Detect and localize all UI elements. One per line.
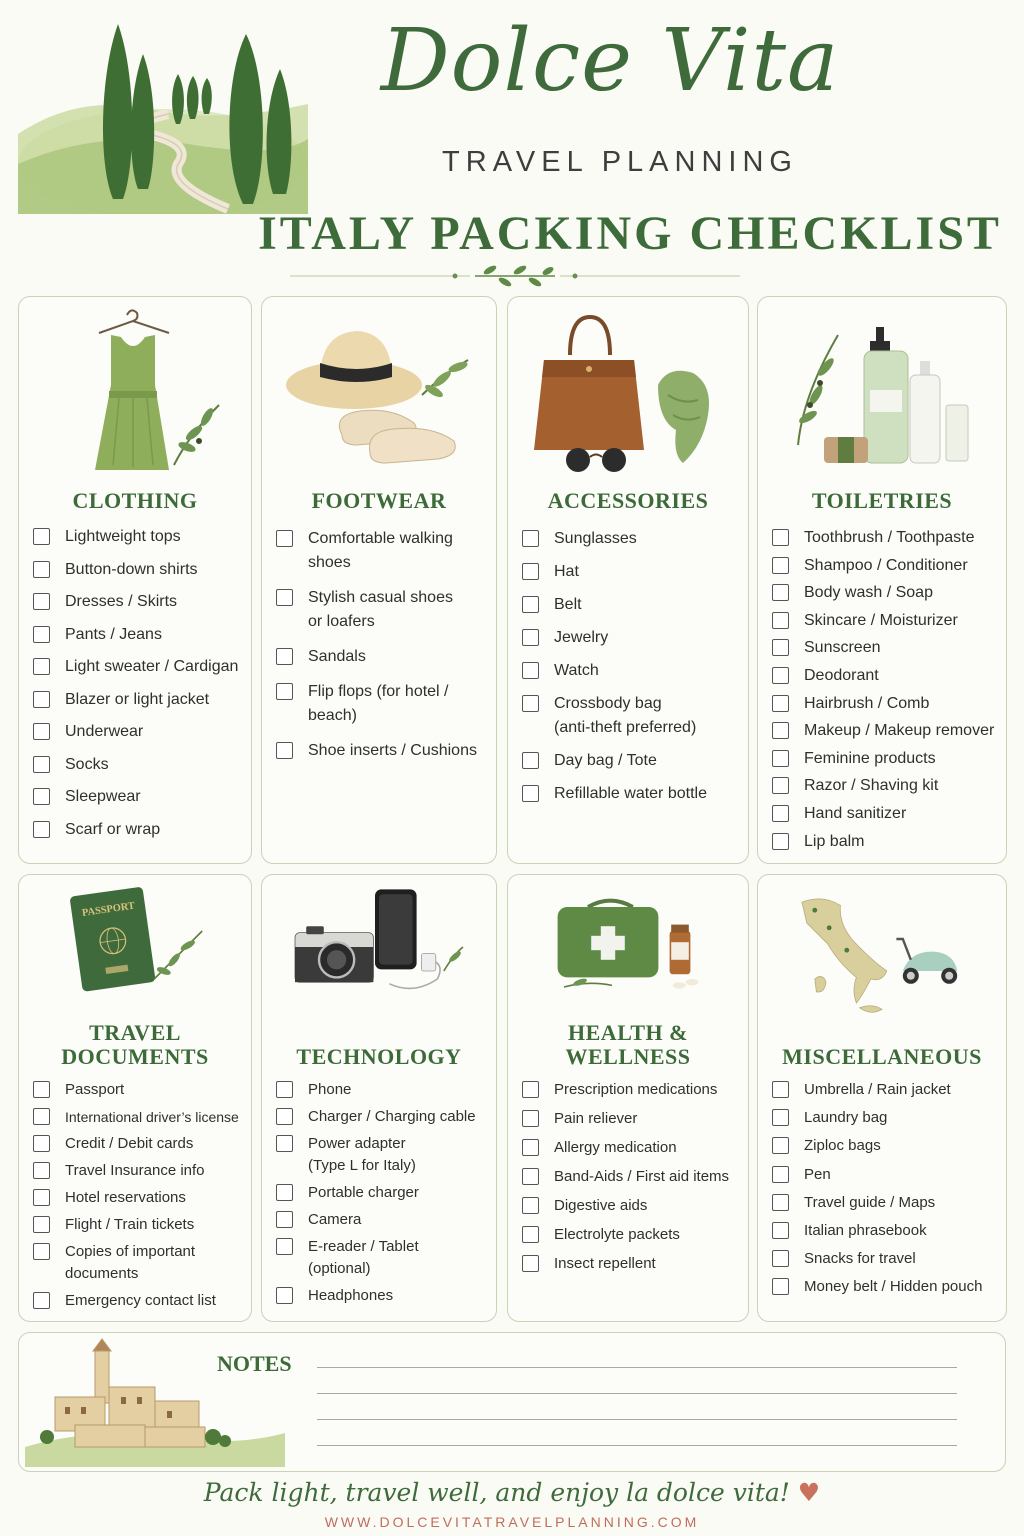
checkbox[interactable] [772,722,789,739]
notes-card [18,1332,1006,1472]
list-item[interactable]: Skincare / Moisturizer [772,609,1000,633]
checkbox[interactable] [772,1109,789,1126]
list-item[interactable]: Band-Aids / First aid items [522,1166,742,1188]
checkbox[interactable] [276,1135,293,1152]
footer-tagline: Pack light, travel well, and enjoy la dolce vita! ♥ [203,1478,821,1507]
checkbox[interactable] [276,683,293,700]
toiletries-card [757,296,1007,864]
list-item[interactable]: Travel Insurance info [33,1160,245,1182]
checkbox[interactable] [522,1197,539,1214]
technology-title: TECHNOLOGY [296,1044,462,1069]
toiletries-list [772,526,1000,854]
checkbox[interactable] [522,629,539,646]
checkbox[interactable] [33,528,50,545]
checkbox[interactable] [276,1238,293,1255]
list-item[interactable]: Makeup / Makeup remover [772,719,1000,743]
list-item[interactable]: Power adapter (Type L for Italy) [276,1133,490,1177]
list-item[interactable]: Electrolyte packets [522,1224,742,1246]
list-item[interactable]: Copies of important documents [33,1241,245,1285]
checkbox[interactable] [522,662,539,679]
checkbox[interactable] [772,1278,789,1295]
list-item[interactable]: Jewelry [522,626,742,650]
checkbox[interactable] [33,1162,50,1179]
health-list [522,1079,742,1275]
checkbox[interactable] [772,833,789,850]
checkbox[interactable] [33,658,50,675]
checkbox[interactable] [522,1226,539,1243]
checkbox[interactable] [276,1081,293,1098]
checkbox[interactable] [33,1189,50,1206]
checkbox[interactable] [772,695,789,712]
footwear-title: FOOTWEAR [311,488,447,513]
list-item[interactable]: Pants / Jeans [33,623,245,647]
hat-and-loafers-icon [262,305,496,480]
checkbox[interactable] [522,1168,539,1185]
list-item[interactable]: Comfortable walking shoes [276,527,490,575]
checkbox[interactable] [772,612,789,629]
checkbox[interactable] [33,593,50,610]
checkbox[interactable] [772,805,789,822]
checkbox[interactable] [276,742,293,759]
list-item[interactable]: Socks [33,753,245,777]
travel-documents-list [33,1079,245,1312]
list-item[interactable]: Charger / Charging cable [276,1106,490,1128]
list-item[interactable]: Body wash / Soap [772,581,1000,605]
checkbox[interactable] [772,777,789,794]
checkbox[interactable] [33,626,50,643]
checkbox[interactable] [772,750,789,767]
list-item[interactable]: Refillable water bottle [522,782,742,806]
list-item[interactable]: Toothbrush / Toothpaste [772,526,1000,550]
miscellaneous-list [772,1079,1000,1298]
first-aid-kit-icon [508,883,748,1023]
notes-line[interactable] [317,1419,957,1420]
list-item[interactable]: Shampoo / Conditioner [772,554,1000,578]
passport-icon [19,883,251,1023]
checkbox[interactable] [33,561,50,578]
list-item[interactable]: Headphones [276,1285,490,1307]
checkbox[interactable] [772,1137,789,1154]
list-item[interactable]: Hairbrush / Comb [772,692,1000,716]
health-title: HEALTH & WELLNESS [565,1020,691,1069]
checkbox[interactable] [33,821,50,838]
checkbox[interactable] [33,1135,50,1152]
list-item[interactable]: Button-down shirts [33,558,245,582]
clothing-title: CLOTHING [72,488,198,513]
accessories-card [507,296,749,864]
checkbox[interactable] [33,723,50,740]
list-item[interactable]: Underwear [33,720,245,744]
notes-line[interactable] [317,1393,957,1394]
checkbox[interactable] [772,557,789,574]
dress-icon [19,305,251,480]
list-item[interactable]: Pen [772,1164,1000,1186]
checkbox[interactable] [33,756,50,773]
list-item[interactable]: Belt [522,593,742,617]
list-item[interactable]: Flight / Train tickets [33,1214,245,1236]
list-item[interactable]: Laundry bag [772,1107,1000,1129]
checkbox[interactable] [522,563,539,580]
list-item[interactable]: Shoe inserts / Cushions [276,739,490,763]
list-item[interactable]: Money belt / Hidden pouch [772,1276,1000,1298]
list-item[interactable]: Passport [33,1079,245,1101]
list-item[interactable]: Feminine products [772,747,1000,771]
list-item[interactable]: Phone [276,1079,490,1101]
technology-list [276,1079,490,1307]
list-item[interactable]: Insect repellent [522,1253,742,1275]
list-item[interactable]: Sunglasses [522,527,742,551]
checkbox[interactable] [522,785,539,802]
notes-line[interactable] [317,1445,957,1446]
checkbox[interactable] [33,1216,50,1233]
page-title: ITALY PACKING CHECKLIST [258,207,1002,260]
list-item[interactable]: Ziploc bags [772,1135,1000,1157]
list-item[interactable]: Sunscreen [772,636,1000,660]
list-item[interactable]: Crossbody bag (anti-theft preferred) [522,692,742,740]
list-item[interactable]: Hat [522,560,742,584]
list-item[interactable]: Deodorant [772,664,1000,688]
checkbox[interactable] [522,1255,539,1272]
checkbox[interactable] [33,1108,50,1125]
checkbox[interactable] [276,648,293,665]
checkbox[interactable] [276,1184,293,1201]
travel-documents-title: TRAVEL DOCUMENTS [61,1020,209,1069]
list-item[interactable]: Dresses / Skirts [33,590,245,614]
checkbox[interactable] [522,596,539,613]
list-item[interactable]: Watch [522,659,742,683]
camera-and-phone-icon [262,883,496,1023]
list-item[interactable]: Camera [276,1209,490,1231]
list-item[interactable]: Hand sanitizer [772,802,1000,826]
handbag-icon [508,305,748,480]
checkbox[interactable] [276,530,293,547]
checkbox[interactable] [772,529,789,546]
italy-map-scooter-icon [758,883,1006,1023]
checkbox[interactable] [772,584,789,601]
checkbox[interactable] [522,1081,539,1098]
list-item[interactable]: Sandals [276,645,490,669]
list-item[interactable]: Allergy medication [522,1137,742,1159]
list-item[interactable]: International driver’s license [33,1106,245,1128]
list-item[interactable]: Digestive aids [522,1195,742,1217]
header [0,0,1024,290]
checkbox[interactable] [772,1166,789,1183]
checkbox[interactable] [276,1108,293,1125]
checkbox[interactable] [522,530,539,547]
passport-label: PASSPORT [81,900,136,919]
clothing-list [33,525,245,842]
brand-subtitle: TRAVEL PLANNING [442,146,798,178]
toiletry-bottles-icon [758,305,1006,480]
list-item[interactable]: Light sweater / Cardigan [33,655,245,679]
checkbox[interactable] [522,1139,539,1156]
travel-documents-card [18,874,252,1322]
list-item[interactable]: Lightweight tops [33,525,245,549]
technology-card [261,874,497,1322]
list-item[interactable]: Day bag / Tote [522,749,742,773]
checkbox[interactable] [33,788,50,805]
checkbox[interactable] [522,1110,539,1127]
checkbox[interactable] [276,1287,293,1304]
footer-url[interactable]: WWW.DOLCEVITATRAVELPLANNING.COM [324,1514,700,1530]
list-item[interactable]: Hotel reservations [33,1187,245,1209]
list-item[interactable]: Italian phrasebook [772,1220,1000,1242]
list-item[interactable]: Travel guide / Maps [772,1192,1000,1214]
checkbox[interactable] [772,1250,789,1267]
checkbox[interactable] [33,1081,50,1098]
checkbox[interactable] [522,695,539,712]
clothing-card [18,296,252,864]
checkbox[interactable] [33,691,50,708]
checkbox[interactable] [33,1243,50,1260]
accessories-title: ACCESSORIES [547,488,709,513]
list-item[interactable]: Prescription medications [522,1079,742,1101]
accessories-list [522,527,742,806]
footwear-list [276,527,490,763]
list-item[interactable]: Umbrella / Rain jacket [772,1079,1000,1101]
notes-title: NOTES [217,1351,292,1376]
brand-title: Dolce Vita [380,11,840,111]
checkbox[interactable] [522,752,539,769]
tuscan-landscape-icon [18,14,308,214]
heart-icon: ♥ [797,1478,821,1507]
checkbox[interactable] [276,1211,293,1228]
checkbox[interactable] [772,667,789,684]
list-item[interactable]: Blazer or light jacket [33,688,245,712]
list-item[interactable]: Stylish casual shoes or loafers [276,586,490,634]
checkbox[interactable] [276,589,293,606]
checkbox[interactable] [33,1292,50,1309]
health-card [507,874,749,1322]
list-item[interactable]: Snacks for travel [772,1248,1000,1270]
list-item[interactable]: Credit / Debit cards [33,1133,245,1155]
miscellaneous-card [757,874,1007,1322]
list-item[interactable]: Pain reliever [522,1108,742,1130]
footwear-card [261,296,497,864]
list-item[interactable]: E-reader / Tablet (optional) [276,1236,490,1280]
list-item[interactable]: Emergency contact list [33,1290,245,1312]
checkbox[interactable] [772,1194,789,1211]
list-item[interactable]: Flip flops (for hotel / beach) [276,680,490,728]
list-item[interactable]: Scarf or wrap [33,818,245,842]
checkbox[interactable] [772,1081,789,1098]
list-item[interactable]: Sleepwear [33,785,245,809]
miscellaneous-title: MISCELLANEOUS [782,1044,982,1069]
list-item[interactable]: Portable charger [276,1182,490,1204]
toiletries-title: TOILETRIES [811,488,953,513]
checkbox[interactable] [772,639,789,656]
checkbox[interactable] [772,1222,789,1239]
notes-line[interactable] [317,1367,957,1368]
list-item[interactable]: Lip balm [772,830,1000,854]
list-item[interactable]: Razor / Shaving kit [772,774,1000,798]
olive-branch-divider-icon [290,262,740,290]
